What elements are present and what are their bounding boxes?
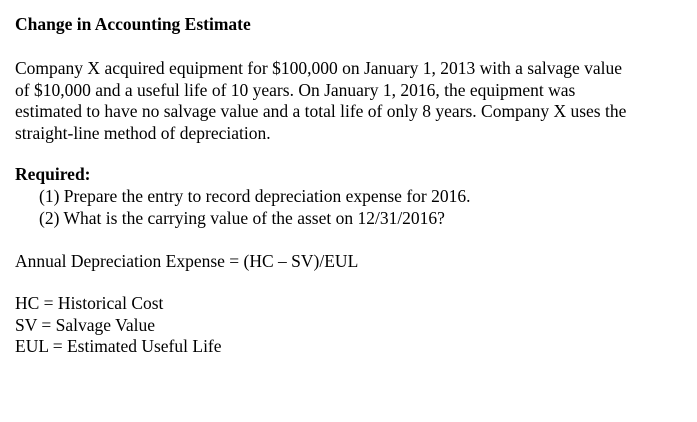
problem-line: estimated to have no salvage value and a total life of only 8 years. Company X uses the	[15, 101, 627, 121]
definitions-list	[15, 293, 222, 358]
definition-eul: EUL = Estimated Useful Life	[15, 336, 222, 356]
problem-line: of $10,000 and a useful life of 10 years. On January 1, 2016, the equipment was	[15, 79, 576, 100]
required-item-2: (2) What is the carrying value of the asset on 12/31/2016?	[39, 207, 445, 228]
problem-line: Company X acquired equipment for $100,000 on January 1, 2013 with a salvage value	[15, 58, 623, 78]
required-list	[39, 186, 470, 229]
required-item-1: (1) Prepare the entry to record depreciation expense for 2016.	[39, 186, 471, 206]
definition-hc: HC = Historical Cost	[15, 293, 164, 313]
definition-sv: SV = Salvage Value	[15, 314, 155, 335]
page-title: Change in Accounting Estimate	[15, 14, 251, 34]
depreciation-formula: Annual Depreciation Expense = (HC – SV)/EUL	[15, 251, 359, 271]
required-heading: Required:	[15, 164, 91, 184]
problem-paragraph	[15, 58, 685, 144]
problem-line: straight-line method of depreciation.	[15, 122, 271, 143]
